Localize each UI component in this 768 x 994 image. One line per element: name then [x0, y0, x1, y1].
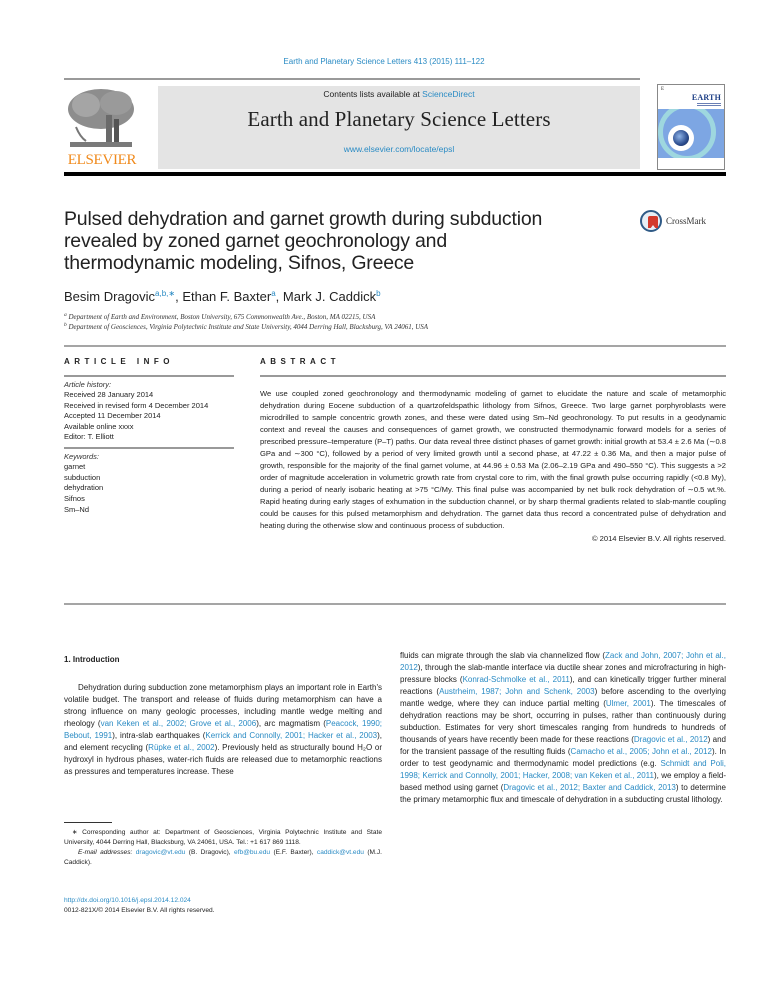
- body-text: ), we employ a field-based method using garnet (: [400, 771, 726, 792]
- keyword: Sifnos: [64, 493, 85, 503]
- article-info: [64, 375, 234, 515]
- citation-link[interactable]: Ulmer, 2001: [605, 699, 651, 708]
- footnote-rule: [64, 822, 112, 823]
- intro-left-column: [64, 682, 382, 778]
- email-owner: (M.J. Caddick).: [64, 849, 382, 866]
- citation-link[interactable]: van Keken et al., 2002; Grove et al., 2006: [100, 719, 257, 728]
- history-item: Accepted 11 December 2014: [64, 411, 161, 421]
- globe-icon: [673, 130, 689, 146]
- body-text: ), and can kinetically trigger further mineral reactions (: [400, 675, 726, 696]
- citation-link[interactable]: Dragovic et al., 2012; Baxter and Caddick, 2013: [503, 783, 676, 792]
- email-link[interactable]: caddick@vt.edu: [316, 849, 364, 856]
- crossmark-button[interactable]: [640, 210, 730, 234]
- footnote-mark: ∗: [72, 829, 78, 836]
- body-text: ) before ascending to the overlying mantle wedge, where they can induce partial melting (: [400, 687, 726, 708]
- body-text: ), through the slab-mantle interface via ductile shear zones and microfracturing in high-pressure blocks (: [400, 663, 726, 684]
- keyword: dehydration: [64, 483, 104, 493]
- citation-link[interactable]: Dragovic et al., 2012: [633, 735, 708, 744]
- author-name[interactable]: Mark J. Caddick: [282, 289, 377, 304]
- affil-text: Department of Geosciences, Virginia Polytechnic Institute and State University, 4044 Derring Hall, Blacksburg, VA 24061, USA: [68, 323, 429, 331]
- author-name[interactable]: Ethan F. Baxter: [182, 289, 272, 304]
- abstract-copyright: © 2014 Elsevier B.V. All rights reserved.: [591, 533, 726, 543]
- abstract-rule: [260, 375, 726, 377]
- affiliation-b: [64, 322, 428, 331]
- keyword: subduction: [64, 472, 101, 482]
- elsevier-tree-icon: [66, 87, 136, 149]
- keyword: garnet: [64, 462, 86, 472]
- intro-paragraph: [64, 682, 382, 778]
- corresponding-text: Corresponding author at: Department of Geosciences, Virginia Polytechnic Institute and State University, 4044 Derring Hall, Blacksburg, VA 24061, USA. Tel.: +1 617 869 1118.: [64, 829, 382, 846]
- info-rule: [64, 447, 234, 449]
- journal-url-link[interactable]: www.elsevier.com/locate/epsl: [343, 144, 455, 154]
- email-owner: (B. Dragovic),: [185, 849, 235, 856]
- body-text: ) and for the transient passage of the resulting fluids (: [400, 735, 727, 756]
- author-list: Besim Dragovic$^{a,b,∗}$, Ethan F. Baxter$^a$, Mark J. Caddick$^b$: [64, 289, 381, 304]
- body-text: ) to determine the primary metamorphic flux and timescale of dehydration in a subducting crustal lithology.: [400, 783, 727, 804]
- article-info-heading: ARTICLE INFO: [64, 357, 174, 366]
- body-text: ), intra-slab earthquakes (: [112, 731, 206, 740]
- doi-block: [64, 896, 215, 916]
- body-text: ). In order to test geodynamic and thermodynamic model predictions (e.g.: [400, 747, 726, 768]
- email-link[interactable]: dragovic@vt.edu: [135, 849, 186, 856]
- abstract-text: We use coupled zoned geochronology and thermodynamic modeling of garnet to elucidate the nature and scale of metamorphic dehydration during Eocene subduction of a quartzofeldspathic lithology from Sifnos, Greece. Two large garnet porphyroblasts were microdrilled to sample concentric growth zones, and these were dated using Sm–Nd geochronology. To put results in a geodynamic context and reveal the causes and consequences of garnet growth, we constructed thermodynamic forward models for a series of prescribed pressure–temperature (P–T) paths. Our data reveal three distinct phases of garnet growth: initial growth at 53.4 ± 2.6 Ma (∼0.8 GPa and ∼300 °C), followed by a period of very limited growth until a second phase, at 47.22 ± 0.36 Ma, and then a major pulse of growth, responsible for the majority of the final garnet volume, at 44.96 ± 0.53 Ma (2.06–2.19 GPa and 490–550 °C). This suggests a >2 order of magnitude acceleration in volumetric growth rate from crystal core to rim, with the final growth pulse occurring rapidly (<0.8 My), during a period of nearly isobaric heating at >75 °C/My. This final pulse was accompanied by net bulk rock dehydration of ∼0.5 wt.%. Rapid heating during early stages of exhumation in the subduction channel, or by sharp thermal gradients related to slab-mantle coupling could be causes for this pulsed metamorphism and dehydration. The garnet data thus record a concentrated pulse of dehydration and heating during the otherwise slow and continuous process of subduction.: [260, 388, 726, 530]
- elsevier-logo[interactable]: [64, 83, 140, 169]
- citation-link[interactable]: Rüpke et al., 2002: [148, 743, 215, 752]
- journal-cover-thumbnail[interactable]: [657, 84, 725, 170]
- journal-reference[interactable]: Earth and Planetary Science Letters 413 (2015) 111–122: [283, 57, 485, 66]
- cover-title: EARTH: [691, 93, 721, 102]
- keywords-label: Keywords:: [64, 451, 100, 461]
- doi-link[interactable]: http://dx.doi.org/10.1016/j.epsl.2014.12.024: [64, 897, 191, 904]
- email-link[interactable]: efb@bu.edu: [234, 849, 271, 856]
- abstract: [260, 375, 726, 543]
- author-name[interactable]: Besim Dragovic: [64, 289, 156, 304]
- article-title: Pulsed dehydration and garnet growth during subduction revealed by zoned garnet geochronology and thermodynamic modeling, Sifnos, Greece: [64, 208, 543, 274]
- crossmark-label: CrossMark: [666, 216, 706, 226]
- body-text: ). Previously held as structurally bound H₂O or hydroxyl in hydrous phases, water-rich fluids are released due to metamorphic reactions as pressures and temperatures increase. These: [64, 743, 383, 776]
- abstract-divider: [64, 603, 726, 605]
- affil-text: Department of Earth and Environment, Boston University, 675 Commonwealth Ave., Boston, MA 02215, USA: [68, 313, 376, 321]
- body-text: ), and element recycling (: [64, 731, 382, 752]
- email-owner: (E.F. Baxter),: [270, 849, 317, 856]
- affiliation-a: [64, 312, 375, 321]
- section-heading-introduction: 1. Introduction: [64, 655, 120, 664]
- cover-header: [658, 85, 724, 107]
- email-label: E-mail addresses:: [78, 849, 133, 856]
- crossmark-flag: [648, 216, 658, 228]
- contents-prefix: Contents lists available at: [323, 89, 423, 99]
- citation-link[interactable]: Peacock, 1990; Bebout, 1991: [64, 719, 383, 740]
- cover-artwork: [658, 109, 724, 159]
- citation-link[interactable]: Konrad-Schmolke et al., 2011: [462, 675, 570, 684]
- info-rule: [64, 375, 234, 377]
- elsevier-wordmark: ELSEVIER: [67, 152, 137, 168]
- crossmark-icon: [640, 210, 662, 232]
- email-line: [64, 848, 382, 868]
- author-affil-mark[interactable]: b: [376, 289, 381, 298]
- cover-footer: [658, 158, 724, 169]
- history-item: Editor: T. Elliott: [64, 432, 114, 442]
- contents-line: [158, 89, 640, 99]
- issn-copyright: 0012-821X/© 2014 Elsevier B.V. All rights reserved.: [64, 907, 215, 914]
- affil-mark: a: [64, 312, 67, 318]
- keyword: Sm–Nd: [64, 504, 90, 514]
- body-text: ). The timescales of dehydration reactions may be short, occurring in pulses, rather than continuously during subduction. Estimates for very short timescales ranging from hundreds to hundreds of thousands of years have recently been made for these reactions (: [400, 699, 726, 744]
- history-item: Received in revised form 4 December 2014: [64, 400, 209, 410]
- body-text: ), arc magmatism (: [256, 719, 326, 728]
- history-item: Received 28 January 2014: [64, 390, 154, 400]
- history-label: Article history:: [64, 379, 112, 389]
- author-affil-mark[interactable]: a: [271, 289, 276, 298]
- journal-banner: [158, 86, 640, 169]
- citation-link[interactable]: Schmidt and Poli, 1998; Kerrick and Connolly, 2001; Hacker, 2008; van Keken et al., 2011: [400, 759, 726, 780]
- top-divider: [64, 78, 640, 80]
- corresponding-author-footnote: [64, 828, 382, 868]
- info-divider: [64, 345, 726, 347]
- citation-link[interactable]: Kerrick and Connolly, 2001; Hacker et al., 2003: [205, 731, 378, 740]
- citation-link[interactable]: Camacho et al., 2005; John et al., 2012: [570, 747, 712, 756]
- sciencedirect-link[interactable]: ScienceDirect: [422, 89, 475, 99]
- abstract-heading: ABSTRACT: [260, 357, 340, 366]
- affil-mark: b: [64, 322, 67, 328]
- body-text: fluids can migrate through the slab via channelized flow (: [400, 651, 606, 660]
- intro-paragraph: [400, 650, 726, 806]
- history-item: Available online xxxx: [64, 421, 134, 431]
- intro-right-column: [400, 650, 726, 806]
- corresponding-note: [64, 828, 382, 848]
- citation-link[interactable]: Austrheim, 1987; John and Schenk, 2003: [439, 687, 595, 696]
- cover-subtitle-lines: [697, 103, 721, 106]
- journal-title: Earth and Planetary Science Letters: [247, 107, 551, 131]
- cover-corner-mark: E: [661, 87, 665, 92]
- body-text: Dehydration during subduction zone metamorphism plays an important role in Earth's volatile budget. The transport and release of fluids during metamorphism can have a strong influence on many geologic processes, including mantle wedge melting and rheology (: [64, 683, 382, 728]
- header-divider: [64, 172, 726, 176]
- citation-link[interactable]: Zack and John, 2007; John et al., 2012: [400, 651, 726, 672]
- author-affil-mark[interactable]: a,b,∗: [155, 289, 176, 298]
